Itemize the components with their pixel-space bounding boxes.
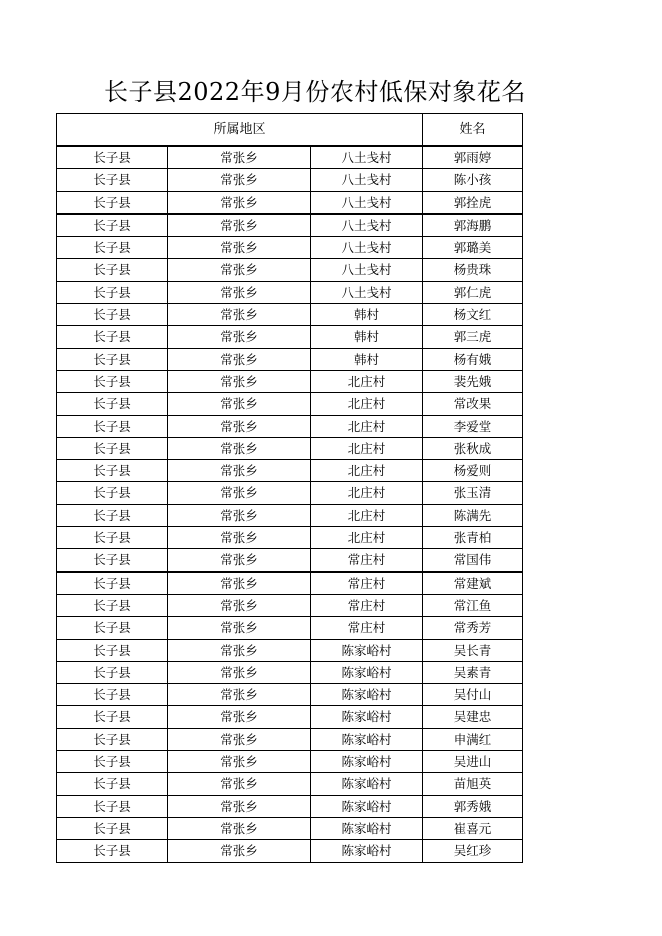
cell-village: 陈家峪村	[311, 661, 423, 683]
cell-village: 北庄村	[311, 437, 423, 459]
cell-village: 北庄村	[311, 393, 423, 415]
cell-county: 长子县	[57, 370, 168, 392]
cell-township: 常张乡	[168, 482, 311, 504]
table-row	[57, 348, 523, 370]
cell-township: 常张乡	[168, 348, 311, 370]
table-row	[57, 684, 523, 706]
table-row	[57, 706, 523, 728]
table-row	[57, 482, 523, 504]
cell-county: 长子县	[57, 415, 168, 437]
table-row	[57, 146, 523, 169]
cell-name: 常改果	[423, 393, 523, 415]
cell-county: 长子县	[57, 393, 168, 415]
table-row	[57, 437, 523, 459]
cell-village: 八土戋村	[311, 259, 423, 281]
cell-village: 八土戋村	[311, 237, 423, 259]
table-row	[57, 259, 523, 281]
table-row	[57, 594, 523, 616]
cell-county: 长子县	[57, 549, 168, 572]
cell-county: 长子县	[57, 617, 168, 639]
table-row	[57, 639, 523, 661]
cell-name: 杨文红	[423, 304, 523, 326]
cell-name: 郭海鹏	[423, 214, 523, 237]
cell-name: 张青柏	[423, 527, 523, 549]
cell-name: 崔喜元	[423, 817, 523, 839]
cell-name: 吴付山	[423, 684, 523, 706]
cell-township: 常张乡	[168, 728, 311, 750]
cell-village: 八土戋村	[311, 214, 423, 237]
cell-name: 李爱堂	[423, 415, 523, 437]
table-row	[57, 840, 523, 862]
cell-township: 常张乡	[168, 281, 311, 303]
table-row	[57, 415, 523, 437]
cell-township: 常张乡	[168, 639, 311, 661]
cell-village: 北庄村	[311, 504, 423, 526]
cell-village: 北庄村	[311, 370, 423, 392]
cell-township: 常张乡	[168, 661, 311, 683]
cell-township: 常张乡	[168, 259, 311, 281]
cell-county: 长子县	[57, 326, 168, 348]
cell-township: 常张乡	[168, 751, 311, 773]
cell-village: 韩村	[311, 348, 423, 370]
cell-county: 长子县	[57, 259, 168, 281]
cell-name: 裴先娥	[423, 370, 523, 392]
header-region: 所属地区	[57, 114, 423, 147]
cell-township: 常张乡	[168, 326, 311, 348]
cell-township: 常张乡	[168, 617, 311, 639]
cell-name: 郭璐美	[423, 237, 523, 259]
cell-township: 常张乡	[168, 370, 311, 392]
cell-county: 长子县	[57, 237, 168, 259]
cell-village: 陈家峪村	[311, 817, 423, 839]
cell-village: 八土戋村	[311, 169, 423, 191]
cell-county: 长子县	[57, 304, 168, 326]
cell-township: 常张乡	[168, 773, 311, 795]
cell-village: 常庄村	[311, 549, 423, 572]
cell-village: 北庄村	[311, 415, 423, 437]
cell-county: 长子县	[57, 482, 168, 504]
table-row	[57, 817, 523, 839]
cell-county: 长子县	[57, 751, 168, 773]
cell-name: 郭仁虎	[423, 281, 523, 303]
cell-village: 陈家峪村	[311, 840, 423, 862]
cell-county: 长子县	[57, 169, 168, 191]
cell-township: 常张乡	[168, 594, 311, 616]
cell-county: 长子县	[57, 639, 168, 661]
cell-county: 长子县	[57, 795, 168, 817]
cell-name: 吴红珍	[423, 840, 523, 862]
cell-name: 常江鱼	[423, 594, 523, 616]
cell-village: 韩村	[311, 304, 423, 326]
cell-county: 长子县	[57, 437, 168, 459]
cell-name: 吴进山	[423, 751, 523, 773]
cell-county: 长子县	[57, 146, 168, 169]
cell-village: 常庄村	[311, 572, 423, 595]
table-row	[57, 661, 523, 683]
table-row	[57, 214, 523, 237]
table-row	[57, 728, 523, 750]
cell-name: 吴建忠	[423, 706, 523, 728]
cell-name: 张玉清	[423, 482, 523, 504]
cell-township: 常张乡	[168, 460, 311, 482]
cell-county: 长子县	[57, 661, 168, 683]
cell-village: 陈家峪村	[311, 751, 423, 773]
table-row	[57, 773, 523, 795]
cell-township: 常张乡	[168, 840, 311, 862]
cell-township: 常张乡	[168, 795, 311, 817]
table-row	[57, 191, 523, 214]
cell-township: 常张乡	[168, 684, 311, 706]
cell-county: 长子县	[57, 728, 168, 750]
table-row	[57, 617, 523, 639]
cell-name: 常国伟	[423, 549, 523, 572]
table-row	[57, 304, 523, 326]
cell-village: 北庄村	[311, 527, 423, 549]
cell-village: 韩村	[311, 326, 423, 348]
cell-township: 常张乡	[168, 437, 311, 459]
cell-name: 郭秀娥	[423, 795, 523, 817]
cell-township: 常张乡	[168, 549, 311, 572]
cell-county: 长子县	[57, 504, 168, 526]
cell-township: 常张乡	[168, 146, 311, 169]
table-row	[57, 751, 523, 773]
cell-township: 常张乡	[168, 169, 311, 191]
cell-name: 陈小孩	[423, 169, 523, 191]
cell-county: 长子县	[57, 594, 168, 616]
table-row	[57, 572, 523, 595]
table-row	[57, 281, 523, 303]
cell-name: 郭三虎	[423, 326, 523, 348]
cell-township: 常张乡	[168, 304, 311, 326]
cell-village: 陈家峪村	[311, 684, 423, 706]
table-row	[57, 326, 523, 348]
table-row	[57, 370, 523, 392]
cell-village: 八土戋村	[311, 146, 423, 169]
cell-township: 常张乡	[168, 191, 311, 214]
cell-name: 杨有娥	[423, 348, 523, 370]
cell-name: 吴长青	[423, 639, 523, 661]
cell-village: 陈家峪村	[311, 639, 423, 661]
cell-county: 长子县	[57, 527, 168, 549]
cell-township: 常张乡	[168, 237, 311, 259]
table-header-row	[57, 114, 523, 147]
cell-village: 陈家峪村	[311, 795, 423, 817]
page-title: 长子县2022年9月份农村低保对象花名	[104, 78, 526, 106]
table-row	[57, 795, 523, 817]
cell-county: 长子县	[57, 281, 168, 303]
cell-village: 八土戋村	[311, 281, 423, 303]
cell-township: 常张乡	[168, 527, 311, 549]
cell-county: 长子县	[57, 348, 168, 370]
cell-county: 长子县	[57, 773, 168, 795]
recipient-table	[56, 113, 523, 863]
cell-county: 长子县	[57, 191, 168, 214]
cell-name: 郭拴虎	[423, 191, 523, 214]
table-row	[57, 393, 523, 415]
cell-name: 杨爱则	[423, 460, 523, 482]
cell-village: 北庄村	[311, 482, 423, 504]
cell-county: 长子县	[57, 706, 168, 728]
cell-name: 张秋成	[423, 437, 523, 459]
cell-name: 常秀芳	[423, 617, 523, 639]
cell-village: 常庄村	[311, 617, 423, 639]
cell-village: 八土戋村	[311, 191, 423, 214]
table-row	[57, 549, 523, 572]
table-row	[57, 527, 523, 549]
cell-village: 陈家峪村	[311, 706, 423, 728]
cell-township: 常张乡	[168, 393, 311, 415]
cell-village: 北庄村	[311, 460, 423, 482]
cell-village: 常庄村	[311, 594, 423, 616]
cell-county: 长子县	[57, 460, 168, 482]
cell-name: 吴素青	[423, 661, 523, 683]
cell-township: 常张乡	[168, 214, 311, 237]
cell-name: 常建斌	[423, 572, 523, 595]
table-row	[57, 169, 523, 191]
table-row	[57, 460, 523, 482]
cell-county: 长子县	[57, 817, 168, 839]
table-row	[57, 504, 523, 526]
cell-county: 长子县	[57, 214, 168, 237]
cell-township: 常张乡	[168, 504, 311, 526]
cell-name: 郭雨婷	[423, 146, 523, 169]
cell-name: 陈满先	[423, 504, 523, 526]
cell-name: 杨贵珠	[423, 259, 523, 281]
cell-name: 申满红	[423, 728, 523, 750]
cell-county: 长子县	[57, 684, 168, 706]
cell-township: 常张乡	[168, 572, 311, 595]
cell-township: 常张乡	[168, 706, 311, 728]
cell-township: 常张乡	[168, 817, 311, 839]
cell-name: 苗旭英	[423, 773, 523, 795]
table-row	[57, 237, 523, 259]
cell-county: 长子县	[57, 840, 168, 862]
cell-county: 长子县	[57, 572, 168, 595]
header-name: 姓名	[423, 114, 523, 147]
cell-village: 陈家峪村	[311, 773, 423, 795]
cell-village: 陈家峪村	[311, 728, 423, 750]
cell-township: 常张乡	[168, 415, 311, 437]
